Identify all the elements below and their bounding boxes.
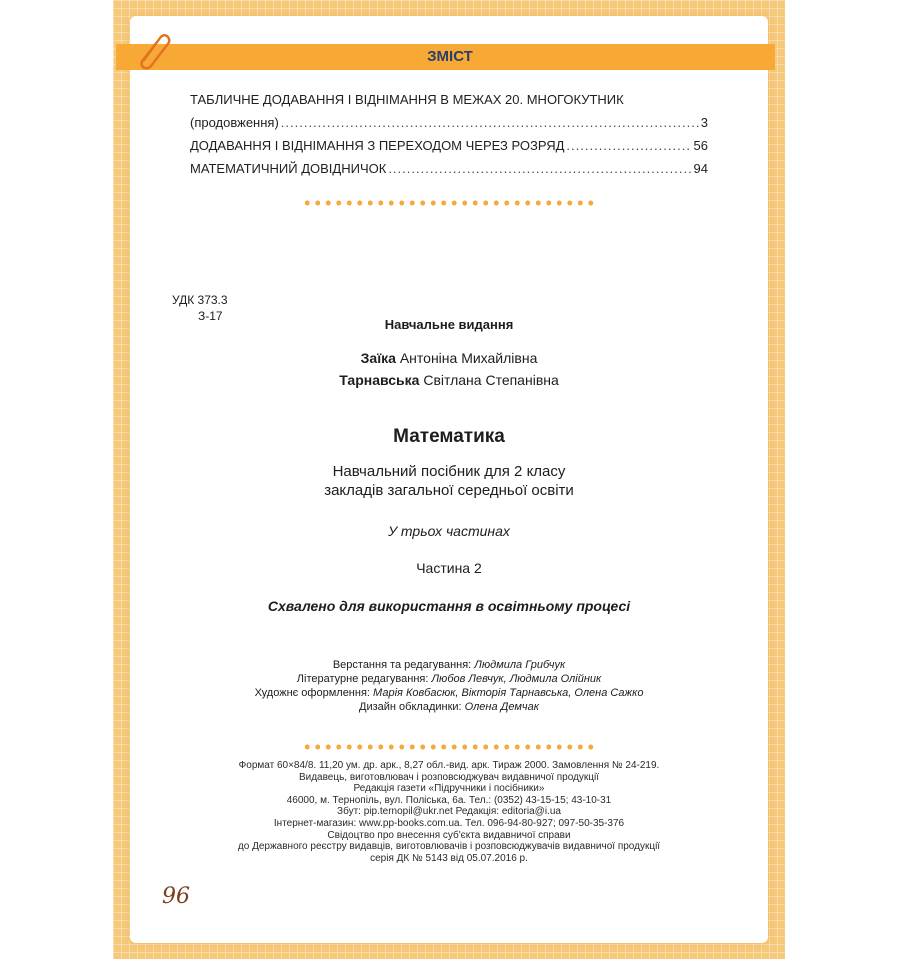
imprint-line: Свідоцтво про внесення суб'єкта видавничої справи <box>327 829 571 841</box>
imprint-line: Редакція газети «Підручники і посібники» <box>353 783 545 795</box>
toc-entry-title: МАТЕМАТИЧНИЙ ДОВІДНИЧОК <box>190 161 387 176</box>
toc-entry-title: ДОДАВАННЯ І ВІДНІМАННЯ З ПЕРЕХОДОМ ЧЕРЕЗ РОЗРЯД <box>190 138 565 153</box>
toc-entry-1-line2[interactable] <box>190 115 708 138</box>
toc-leader <box>388 161 691 176</box>
book-subtitle <box>130 462 768 500</box>
credit-line: Верстання та редагування: Людмила Грибчук <box>332 659 566 671</box>
toc-page-number: 3 <box>700 115 708 130</box>
author-surname: Тарнавська <box>339 372 420 388</box>
toc-leader <box>566 138 691 153</box>
credits <box>130 658 768 714</box>
contents-title: ЗМІСТ <box>427 48 473 65</box>
toc-entry-title: ТАБЛИЧНЕ ДОДАВАННЯ І ВІДНІМАННЯ В МЕЖАХ 20. МНОГОКУТНИК <box>190 92 624 107</box>
toc-entry-title: (продовження) <box>190 115 279 130</box>
book-title: Математика <box>393 426 505 447</box>
author <box>130 350 768 366</box>
toc-entry-2[interactable] <box>190 138 708 161</box>
book-subtitle-line2: закладів загальної середньої освіти <box>324 482 574 499</box>
imprint-line: серія ДК № 5143 від 05.07.2016 р. <box>370 852 528 864</box>
imprint-line: Інтернет-магазин: www.pp-books.com.ua. Тел. 096-94-80-927; 097-50-35-376 <box>273 817 625 829</box>
toc-page-number: 56 <box>693 138 708 153</box>
page-number: 96 <box>162 884 190 909</box>
credit-line: Дизайн обкладинки: Олена Демчак <box>359 701 539 713</box>
imprint-line: Видавець, виготовлювач і розповсюджувач видавничої продукції <box>298 771 600 783</box>
imprint-line: 46000, м. Тернопіль, вул. Поліська, 6а. Тел.: (0352) 43-15-15; 43-10-31 <box>286 794 612 806</box>
credit-line: Художнє оформлення: Марія Ковбасюк, Вікторія Тарнавська, Олена Сажко <box>254 687 644 699</box>
book-parts: У трьох частинах <box>388 523 510 539</box>
udk-code-line2: З-17 <box>198 309 223 323</box>
table-of-contents <box>190 92 708 184</box>
credit-line: Літературне редагування: Любов Левчук, Людмила Олійник <box>296 673 602 685</box>
author-name: Антоніна Михайлівна <box>399 350 538 366</box>
author-name: Світлана Степанівна <box>423 372 559 388</box>
dotted-divider <box>302 199 597 207</box>
toc-entry-3[interactable] <box>190 161 708 184</box>
toc-entry-1-line1[interactable] <box>190 92 708 115</box>
toc-leader <box>281 115 699 130</box>
imprint-line: Збут: pip.ternopil@ukr.net Редакція: editoria@i.ua <box>337 806 561 818</box>
book-part-number: Частина 2 <box>416 560 482 576</box>
toc-page-number: 94 <box>693 161 708 176</box>
approval-note: Схвалено для використання в освітньому процесі <box>267 598 631 614</box>
author-surname: Заїка <box>360 350 396 366</box>
imprint <box>130 760 768 864</box>
udk-code-line1: УДК 373.3 <box>172 293 228 307</box>
dotted-divider <box>302 743 597 751</box>
author <box>130 372 768 388</box>
book-subtitle-line1: Навчальний посібник для 2 класу <box>332 463 566 480</box>
edition-type: Навчальне видання <box>384 317 514 332</box>
imprint-line: Формат 60×84/8. 11,20 ум. др. арк., 8,27 обл.-вид. арк. Тираж 2000. Замовлення № 24-219. <box>238 760 660 771</box>
imprint-line: до Державного реєстру видавців, виготовлювачів і розповсюджувачів видавничої продукції <box>237 841 661 853</box>
